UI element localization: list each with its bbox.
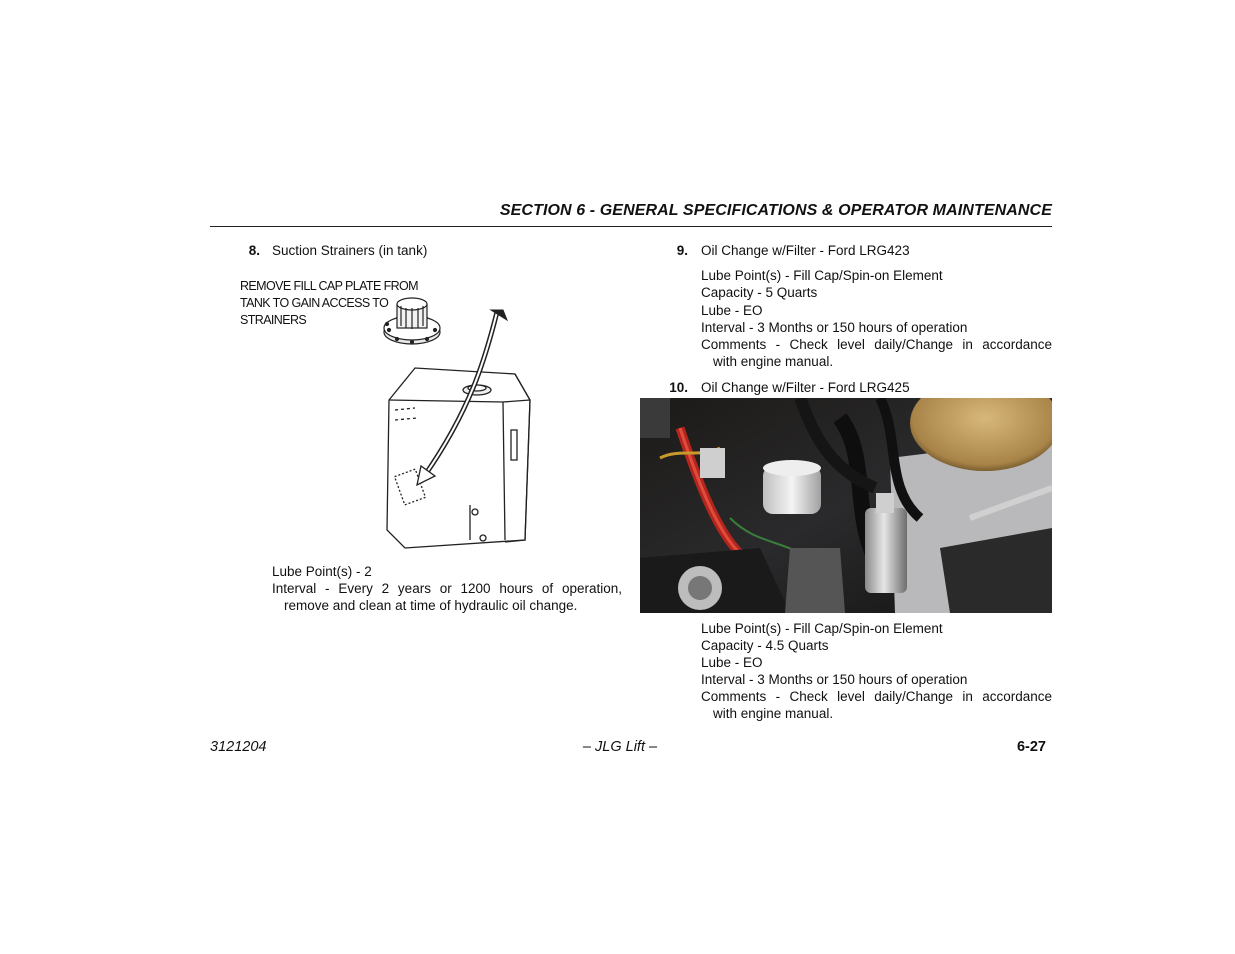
item-10-comments-continued: with engine manual.: [713, 706, 834, 721]
oil-filter-shape: [763, 460, 821, 514]
caption-line-1: REMOVE FILL CAP PLATE FROM: [240, 279, 418, 293]
item-9-comments-continued: with engine manual.: [713, 354, 834, 369]
item-10-lube-points: Lube Point(s) - Fill Cap/Spin-on Element: [701, 621, 943, 636]
item-8-interval-continued: remove and clean at time of hydraulic oil change.: [284, 598, 578, 613]
caption-line-3: STRAINERS: [240, 313, 307, 327]
item-8-interval: Interval - Every 2 years or 1200 hours of operation,: [272, 581, 622, 596]
item-9-comments: Comments - Check level daily/Change in accordance: [701, 337, 1052, 352]
engine-oil-filter-photo: [640, 398, 1052, 613]
item-8-title: Suction Strainers (in tank): [272, 243, 428, 258]
item-8-lube-points: Lube Point(s) - 2: [272, 564, 372, 579]
item-10-capacity: Capacity - 4.5 Quarts: [701, 638, 829, 653]
item-9-number: 9.: [676, 243, 688, 258]
item-9-capacity: Capacity - 5 Quarts: [701, 285, 818, 300]
item-10-number: 10.: [669, 380, 688, 395]
item-9-lube-points: Lube Point(s) - Fill Cap/Spin-on Element: [701, 268, 943, 283]
fill-cap-drawing: [384, 298, 440, 344]
footer-page-number: 6-27: [1016, 739, 1046, 755]
tank-body-drawing: [387, 368, 530, 548]
item-10-comments: Comments - Check level daily/Change in accordance: [701, 689, 1052, 704]
header-rule: [210, 226, 1052, 227]
item-10-interval: Interval - 3 Months or 150 hours of operation: [701, 672, 968, 687]
item-9-title: Oil Change w/Filter - Ford LRG423: [701, 243, 910, 258]
engine-photo-drawing: [640, 398, 1052, 613]
section-title: SECTION 6 - GENERAL SPECIFICATIONS & OPERATOR MAINTENANCE: [499, 202, 1052, 219]
caption-line-2: TANK TO GAIN ACCESS TO: [240, 296, 389, 310]
item-9-interval: Interval - 3 Months or 150 hours of operation: [701, 320, 968, 335]
item-10-lube: Lube - EO: [701, 655, 763, 670]
item-9-lube: Lube - EO: [701, 303, 763, 318]
item-10-title: Oil Change w/Filter - Ford LRG425: [701, 380, 910, 395]
hydraulic-tank-illustration: [375, 290, 550, 555]
footer-doc-number: 3121204: [210, 739, 267, 755]
footer-publisher: – JLG Lift –: [582, 739, 658, 755]
item-8-number: 8.: [248, 243, 260, 258]
